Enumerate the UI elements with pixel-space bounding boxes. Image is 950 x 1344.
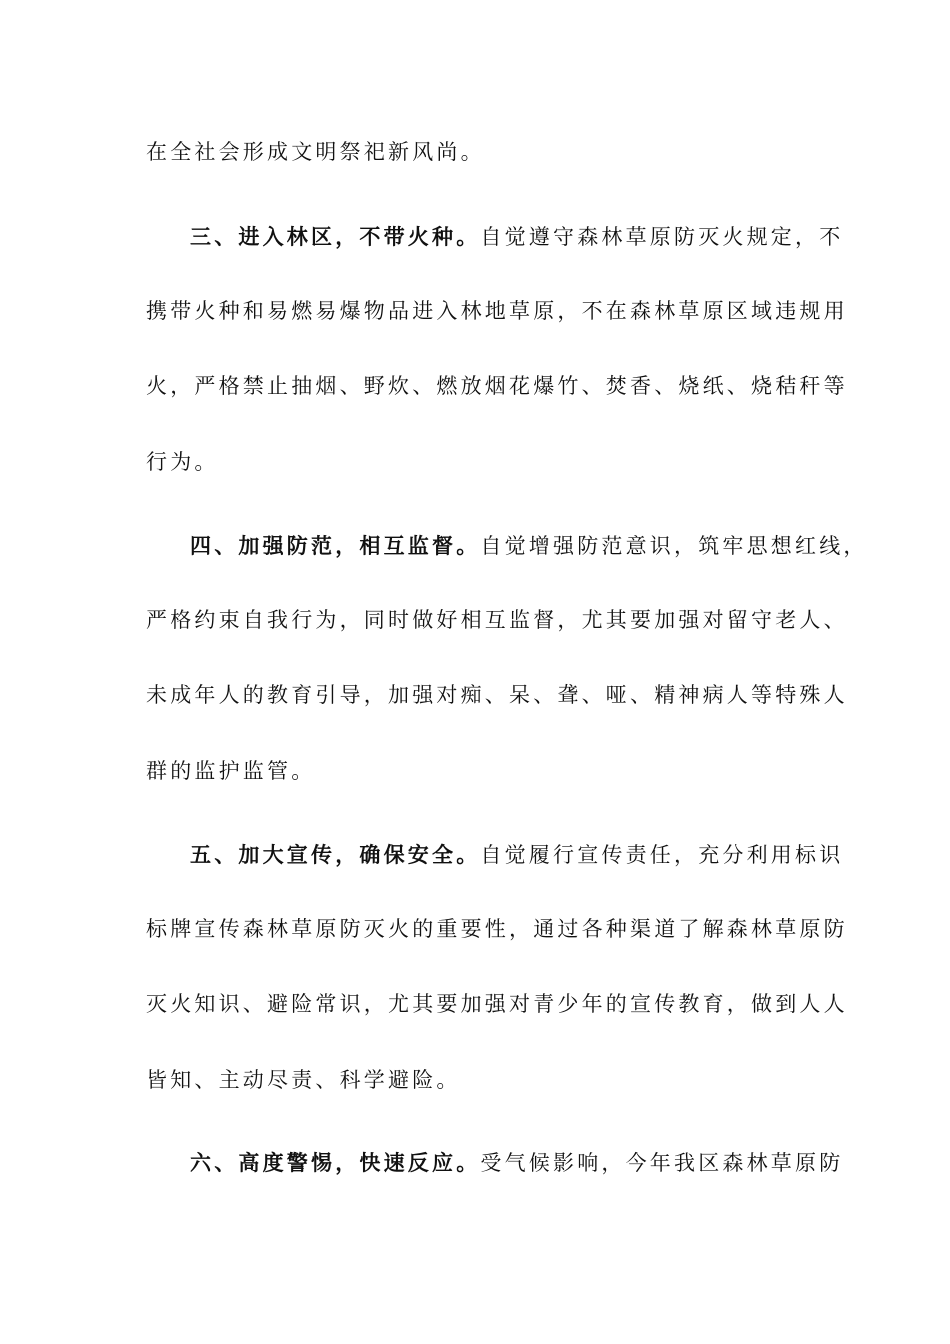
body-text: 受气候影响，今年我区森林草原防 [480, 1151, 844, 1175]
body-text: 自觉履行宣传责任，充分利用标识 [480, 843, 844, 867]
body-text: 未成年人的教育引导，加强对痴、呆、聋、哑、精神病人等特殊人 [146, 683, 848, 707]
body-text: 灭火知识、避险常识，尤其要加强对青少年的宣传教育，做到人人 [146, 992, 848, 1016]
body-text: 自觉遵守森林草原防灭火规定，不 [480, 225, 844, 249]
section-heading-line [190, 531, 868, 561]
paragraph-line [146, 756, 806, 786]
paragraph-line [146, 296, 848, 326]
body-text: 皆知、主动尽责、科学避险。 [146, 1068, 461, 1092]
paragraph-line [146, 137, 806, 167]
paragraph-line [146, 989, 848, 1019]
section-heading-line [190, 840, 850, 870]
body-text: 行为。 [146, 450, 219, 474]
paragraph-line [146, 447, 806, 477]
section-heading: 六、高度警惕，快速反应。 [190, 1150, 481, 1175]
body-text: 严格约束自我行为，同时做好相互监督，尤其要加强对留守老人、 [146, 608, 848, 632]
body-text: 标牌宣传森林草原防灭火的重要性，通过各种渠道了解森林草原防 [146, 917, 848, 941]
section-heading-line [190, 222, 850, 252]
body-text: 火，严格禁止抽烟、野炊、燃放烟花爆竹、焚香、烧纸、烧秸秆等 [146, 374, 848, 398]
body-text: 在全社会形成文明祭祀新风尚。 [146, 140, 485, 164]
body-text: 携带火种和易燃易爆物品进入林地草原，不在森林草原区域违规用 [146, 299, 848, 323]
paragraph-line [146, 1065, 806, 1095]
paragraph-line [146, 605, 848, 635]
section-heading: 四、加强防范，相互监督。 [190, 533, 481, 558]
body-text: 自觉增强防范意识，筑牢思想红线， [480, 534, 868, 558]
paragraph-line [146, 914, 848, 944]
section-heading: 五、加大宣传，确保安全。 [190, 842, 481, 867]
section-heading-line [190, 1148, 850, 1178]
section-heading: 三、进入林区，不带火种。 [190, 224, 481, 249]
paragraph-line [146, 680, 848, 710]
paragraph-line [146, 371, 848, 401]
body-text: 群的监护监管。 [146, 759, 316, 783]
